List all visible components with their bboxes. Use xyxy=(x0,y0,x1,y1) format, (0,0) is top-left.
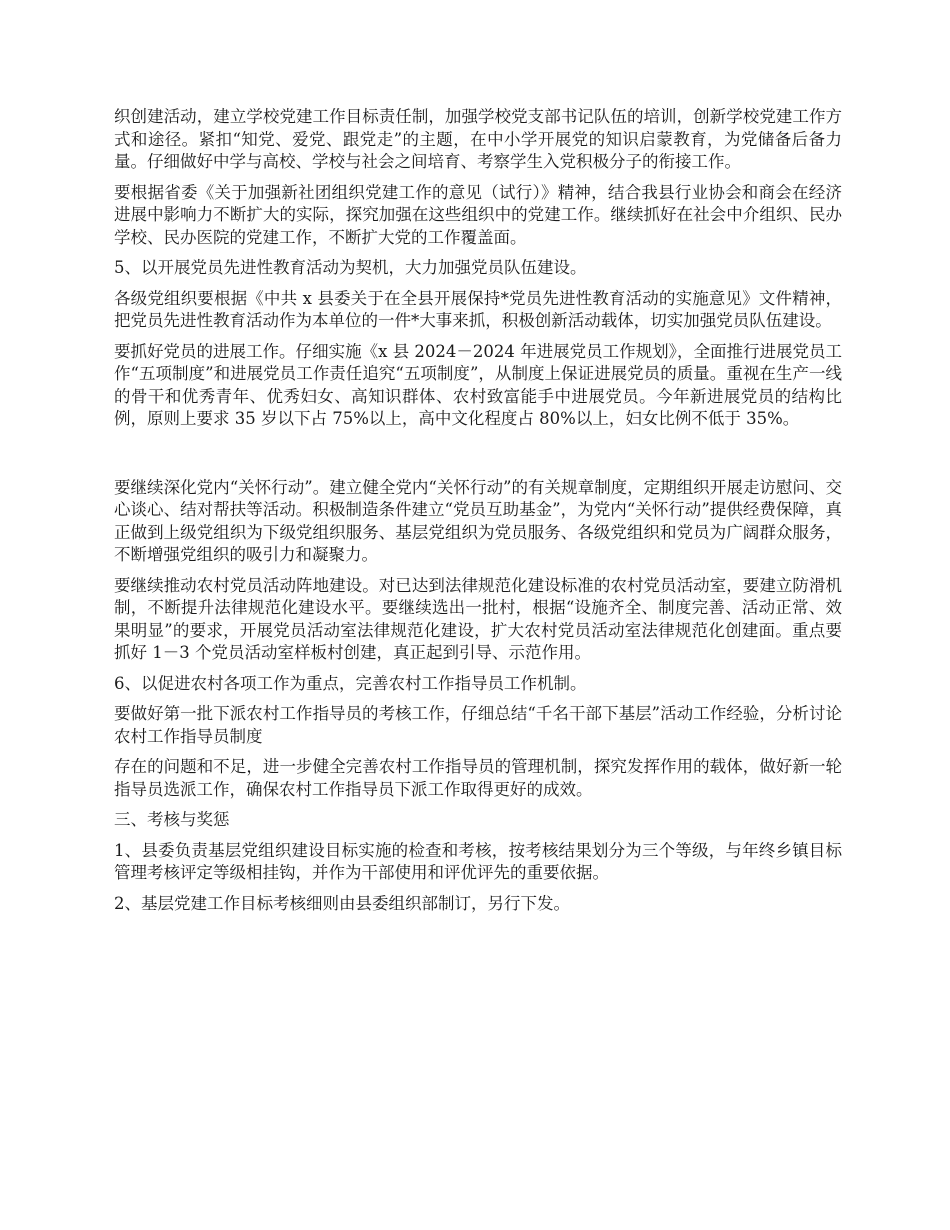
paragraph-new-social-organizations: 要根据省委《关于加强新社团组织党建工作的意见（试行）》精神，结合我县行业协会和商会在经济进展中影响力不断扩大的实际，探究加强在这些组织中的党建工作。继续抓好在社会中介组织、民办学校、民办医院的党建工作，不断扩大党的工作覆盖面。 xyxy=(114,182,842,247)
paragraph-school-party-building: 织创建活动，建立学校党建工作目标责任制，加强学校党支部书记队伍的培训，创新学校党建工作方式和途径。紧扣“知党、爱党、跟党走”的主题，在中小学开展党的知识启蒙教育，为党储备后备力量。仔细做好中学与高校、学校与社会之间培育、考察学生入党积极分子的衔接工作。 xyxy=(114,107,842,171)
paragraph-instructor-assessment: 要做好第一批下派农村工作指导员的考核工作，仔细总结“千名干部下基层”活动工作经验，分析讨论农村工作指导员制度 xyxy=(114,704,842,746)
paragraph-activity-rooms: 要继续推动农村党员活动阵地建设。对已达到法律规范化建设标准的农村党员活动室，要建立防滑机制，不断提升法律规范化建设水平。要继续选出一批村，根据“设施齐全、制度完善、活动正常、效果明显”的要求，开展党员活动室法律规范化建设，扩大农村党员活动室法律规范化创建面。重点要抓好 1－3 个党员活动室样板村创建，真正起到引导、示范作用。 xyxy=(114,575,842,662)
paragraph-member-development: 要抓好党员的进展工作。仔细实施《x 县 2024－2024 年进展党员工作规划》，全面推行进展党员工作“五项制度”和进展党员工作责任追究“五项制度”，从制度上保证进展党员的质量。重视在生产一线的骨干和优秀青年、优秀妇女、高知识群体、农村致富能手中进展党员。今年新进展党员的结构比例，原则上要求 35 岁以下占 75%以上，高中文化程度占 80%以上，妇女比例不低于 35%。 xyxy=(114,341,842,428)
paragraph-assessment-2: 2、基层党建工作目标考核细则由县委组织部制订，另行下发。 xyxy=(114,893,570,913)
section-heading-6: 6、以促进农村各项工作为重点，完善农村工作指导员工作机制。 xyxy=(114,673,587,693)
paragraph-instructor-mechanism: 存在的问题和不足，进一步健全完善农村工作指导员的管理机制，探究发挥作用的载体，做好新一轮指导员选派工作，确保农村工作指导员下派工作取得更好的成效。 xyxy=(114,757,842,799)
document-page xyxy=(114,106,842,923)
section-gap xyxy=(114,439,842,477)
paragraph-assessment-1: 1、县委负责基层党组织建设目标实施的检查和考核，按考核结果划分为三个等级，与年终乡镇目标管理考核评定等级相挂钩，并作为干部使用和评优评先的重要依据。 xyxy=(114,840,842,882)
paragraph-advanced-education: 各级党组织要根据《中共 x 县委关于在全县开展保持*党员先进性教育活动的实施意见》文件精神，把党员先进性教育活动作为本单位的一件*大事来抓，积极创新活动载体，切实加强党员队伍建设。 xyxy=(114,288,842,330)
section-heading-assessment: 三、考核与奖惩 xyxy=(114,810,230,829)
paragraph-care-action: 要继续深化党内“关怀行动”。建立健全党内“关怀行动”的有关规章制度，定期组织开展走访慰问、交心谈心、结对帮扶等活动。积极制造条件建立“党员互助基金”，为党内“关怀行动”提供经费保障，真正做到上级党组织为下级党组织服务、基层党组织为党员服务、各级党组织和党员为广阔群众服务，不断增强党组织的吸引力和凝聚力。 xyxy=(114,477,842,564)
section-heading-5: 5、以开展党员先进性教育活动为契机，大力加强党员队伍建设。 xyxy=(114,258,587,277)
